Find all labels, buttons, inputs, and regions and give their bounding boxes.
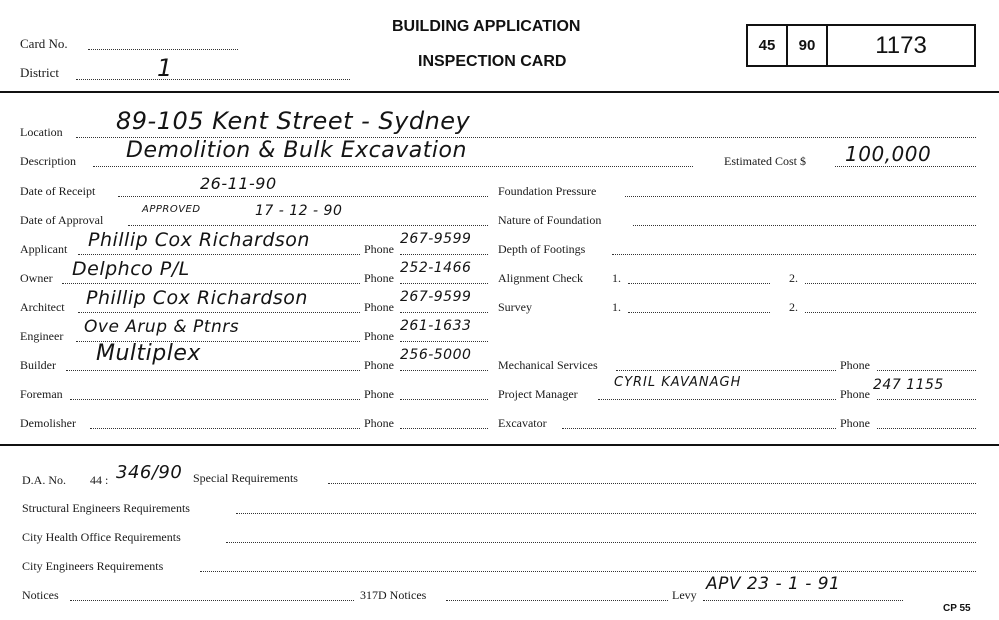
health-requirements-field[interactable]: [226, 542, 976, 543]
description-label: Description: [20, 154, 76, 168]
builder-label: Builder: [20, 358, 56, 372]
engineer-phone: 261-1633: [400, 318, 472, 334]
structural-requirements-field[interactable]: [236, 513, 976, 514]
date-of-approval-value: 17 - 12 - 90: [255, 203, 343, 219]
levy-field[interactable]: [703, 600, 903, 601]
estimated-cost-label: Estimated Cost $: [724, 154, 806, 168]
project-manager-field[interactable]: [598, 399, 836, 400]
mechanical-services-label: Mechanical Services: [498, 358, 598, 372]
owner-value: Delphco P/L: [72, 258, 190, 280]
notices-317d-label: 317D Notices: [360, 588, 427, 602]
card-no-label: Card No.: [20, 36, 68, 51]
survey-num1: 1.: [612, 300, 621, 314]
owner-phone-field[interactable]: [400, 283, 488, 284]
architect-field[interactable]: [78, 312, 360, 313]
applicant-value: Phillip Cox Richardson: [88, 229, 310, 251]
nature-of-foundation-label: Nature of Foundation: [498, 213, 602, 227]
code-box-number: 1173: [875, 31, 927, 59]
builder-phone-field[interactable]: [400, 370, 488, 371]
estimated-cost-field[interactable]: [835, 166, 976, 167]
levy-label: Levy: [672, 588, 697, 602]
depth-of-footings-label: Depth of Footings: [498, 242, 586, 256]
excavator-field[interactable]: [562, 428, 836, 429]
notices-label: Notices: [22, 588, 59, 602]
district-value: 1: [157, 54, 173, 82]
demolisher-phone-field[interactable]: [400, 428, 488, 429]
card-title-line1: BUILDING APPLICATION: [392, 18, 581, 35]
district-field[interactable]: [76, 79, 350, 80]
architect-label: Architect: [20, 300, 65, 314]
da-no-value: 346/90: [116, 462, 183, 483]
nature-of-foundation-field[interactable]: [633, 225, 976, 226]
engineer-phone-field[interactable]: [400, 341, 488, 342]
demolisher-field[interactable]: [90, 428, 360, 429]
levy-value: APV 23 - 1 - 91: [706, 574, 841, 594]
applicant-phone: 267-9599: [400, 231, 472, 247]
alignment-check-field-2[interactable]: [805, 283, 976, 284]
architect-value: Phillip Cox Richardson: [86, 287, 308, 309]
mechanical-services-phone-field[interactable]: [877, 370, 976, 371]
foreman-field[interactable]: [70, 399, 360, 400]
engineer-value: Ove Arup & Ptnrs: [84, 317, 240, 337]
survey-field-1[interactable]: [628, 312, 770, 313]
project-manager-value: CYRIL KAVANAGH: [614, 375, 742, 390]
project-manager-phone: 247 1155: [873, 377, 944, 393]
applicant-phone-field[interactable]: [400, 254, 488, 255]
location-value: 89-105 Kent Street - Sydney: [116, 107, 471, 135]
architect-phone: 267-9599: [400, 289, 472, 305]
foreman-phone-label: Phone: [364, 387, 394, 401]
survey-field-2[interactable]: [805, 312, 976, 313]
survey-label: Survey: [498, 300, 532, 314]
district-label: District: [20, 65, 59, 80]
project-manager-phone-field[interactable]: [877, 399, 976, 400]
architect-phone-field[interactable]: [400, 312, 488, 313]
builder-phone: 256-5000: [400, 347, 472, 363]
foundation-pressure-field[interactable]: [625, 196, 976, 197]
description-value: Demolition & Bulk Excavation: [126, 138, 467, 163]
owner-phone: 252-1466: [400, 260, 472, 276]
owner-field[interactable]: [62, 283, 360, 284]
mechanical-services-phone-label: Phone: [840, 358, 870, 372]
excavator-label: Excavator: [498, 416, 547, 430]
alignment-check-num2: 2.: [789, 271, 798, 285]
date-of-receipt-label: Date of Receipt: [20, 184, 96, 198]
alignment-check-label: Alignment Check: [498, 271, 583, 285]
engineer-label: Engineer: [20, 329, 64, 343]
builder-field[interactable]: [66, 370, 360, 371]
date-of-receipt-value: 26-11-90: [200, 174, 277, 193]
city-engineers-requirements-field[interactable]: [200, 571, 976, 572]
builder-value: Multiplex: [96, 341, 201, 366]
code-box-b: 90: [788, 26, 828, 65]
header-divider: [0, 91, 999, 93]
foundation-pressure-label: Foundation Pressure: [498, 184, 597, 198]
card-no-field[interactable]: [88, 49, 238, 50]
form-code: CP 55: [943, 603, 971, 614]
applicant-phone-label: Phone: [364, 242, 394, 256]
card-title-line2: INSPECTION CARD: [418, 53, 567, 70]
date-of-receipt-field[interactable]: [118, 196, 488, 197]
health-requirements-label: City Health Office Requirements: [22, 530, 181, 544]
foreman-phone-field[interactable]: [400, 399, 488, 400]
da-no-prefix: 44 :: [90, 473, 109, 487]
estimated-cost-value: 100,000: [845, 142, 932, 166]
owner-phone-label: Phone: [364, 271, 394, 285]
code-box: [746, 24, 976, 67]
special-requirements-field[interactable]: [328, 483, 976, 484]
alignment-check-num1: 1.: [612, 271, 621, 285]
notices-317d-field[interactable]: [446, 600, 668, 601]
demolisher-phone-label: Phone: [364, 416, 394, 430]
footer-divider: [0, 444, 999, 446]
engineer-phone-label: Phone: [364, 329, 394, 343]
da-no-label: D.A. No.: [22, 473, 66, 487]
approval-stamp: APPROVED: [142, 204, 201, 215]
project-manager-phone-label: Phone: [840, 387, 870, 401]
owner-label: Owner: [20, 271, 53, 285]
demolisher-label: Demolisher: [20, 416, 76, 430]
architect-phone-label: Phone: [364, 300, 394, 314]
special-requirements-label: Special Requirements: [193, 471, 298, 485]
depth-of-footings-field[interactable]: [612, 254, 976, 255]
date-of-approval-label: Date of Approval: [20, 213, 104, 227]
builder-phone-label: Phone: [364, 358, 394, 372]
code-box-a: 45: [748, 26, 788, 65]
mechanical-services-field[interactable]: [616, 370, 836, 371]
description-field[interactable]: [93, 166, 693, 167]
applicant-field[interactable]: [78, 254, 360, 255]
notices-field[interactable]: [70, 600, 354, 601]
excavator-phone-field[interactable]: [877, 428, 976, 429]
city-engineers-requirements-label: City Engineers Requirements: [22, 559, 164, 573]
applicant-label: Applicant: [20, 242, 68, 256]
date-of-approval-field[interactable]: [128, 225, 488, 226]
foreman-label: Foreman: [20, 387, 63, 401]
alignment-check-field-1[interactable]: [628, 283, 770, 284]
project-manager-label: Project Manager: [498, 387, 578, 401]
structural-requirements-label: Structural Engineers Requirements: [22, 501, 190, 515]
survey-num2: 2.: [789, 300, 798, 314]
location-label: Location: [20, 125, 63, 139]
excavator-phone-label: Phone: [840, 416, 870, 430]
